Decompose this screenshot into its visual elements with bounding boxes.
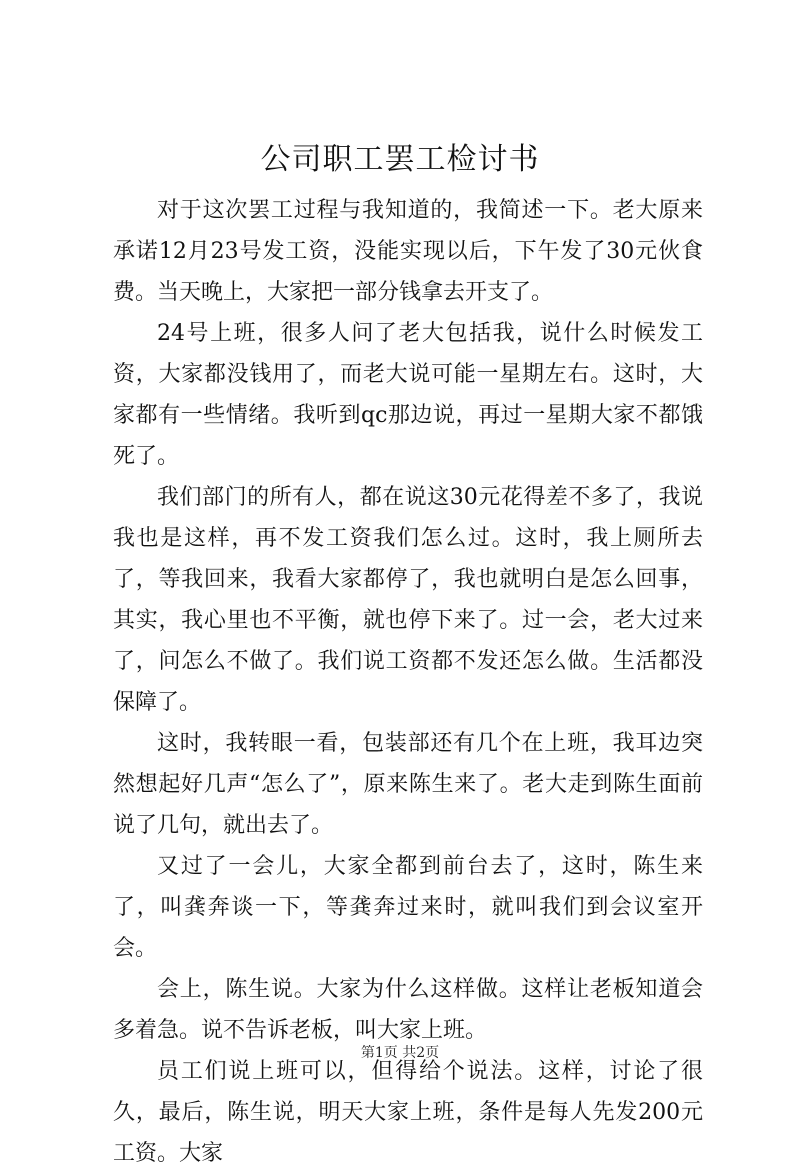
paragraph-7: 员工们说上班可以，但得给个说法。这样，讨论了很久，最后，陈生说，明天大家上班，条件是每人先发200元工资。大家 <box>113 1059 703 1166</box>
paragraph-5: 又过了一会儿，大家全都到前台去了，这时，陈生来了，叫龚奔谈一下，等龚奔过来时，就叫我们到会议室开会。 <box>113 854 703 961</box>
document-title: 公司职工罢工检讨书 <box>260 142 540 177</box>
paragraph-4: 这时，我转眼一看，包装部还有几个在上班，我耳边突然想起好几声“怎么了”，原来陈生来了。老大走到陈生面前说了几句，就出去了。 <box>113 731 703 838</box>
document-body <box>113 190 703 1174</box>
paragraph-3: 我们部门的所有人，都在说这30元花得差不多了，我说我也是这样，再不发工资我们怎么过。这时，我上厕所去了，等我回来，我看大家都停了，我也就明白是怎么回事，其实，我心里也不平衡，就也停下来了。过一会，老大过来了，问怎么不做了。我们说工资都不发还怎么做。生活都没保障了。 <box>113 485 703 715</box>
page-footer: 第1页 共2页 <box>360 1045 440 1061</box>
paragraph-6: 会上，陈生说。大家为什么这样做。这样让老板知道会多着急。说不告诉老板，叫大家上班。 <box>113 977 703 1043</box>
paragraph-1: 对于这次罢工过程与我知道的，我简述一下。老大原来承诺12月23号发工资，没能实现以后，下午发了30元伙食费。当天晚上，大家把一部分钱拿去开支了。 <box>113 198 703 305</box>
paragraph-2: 24号上班，很多人问了老大包括我，说什么时候发工资，大家都没钱用了，而老大说可能一星期左右。这时，大家都有一些情绪。我听到qc那边说，再过一星期大家不都饿死了。 <box>113 321 703 469</box>
